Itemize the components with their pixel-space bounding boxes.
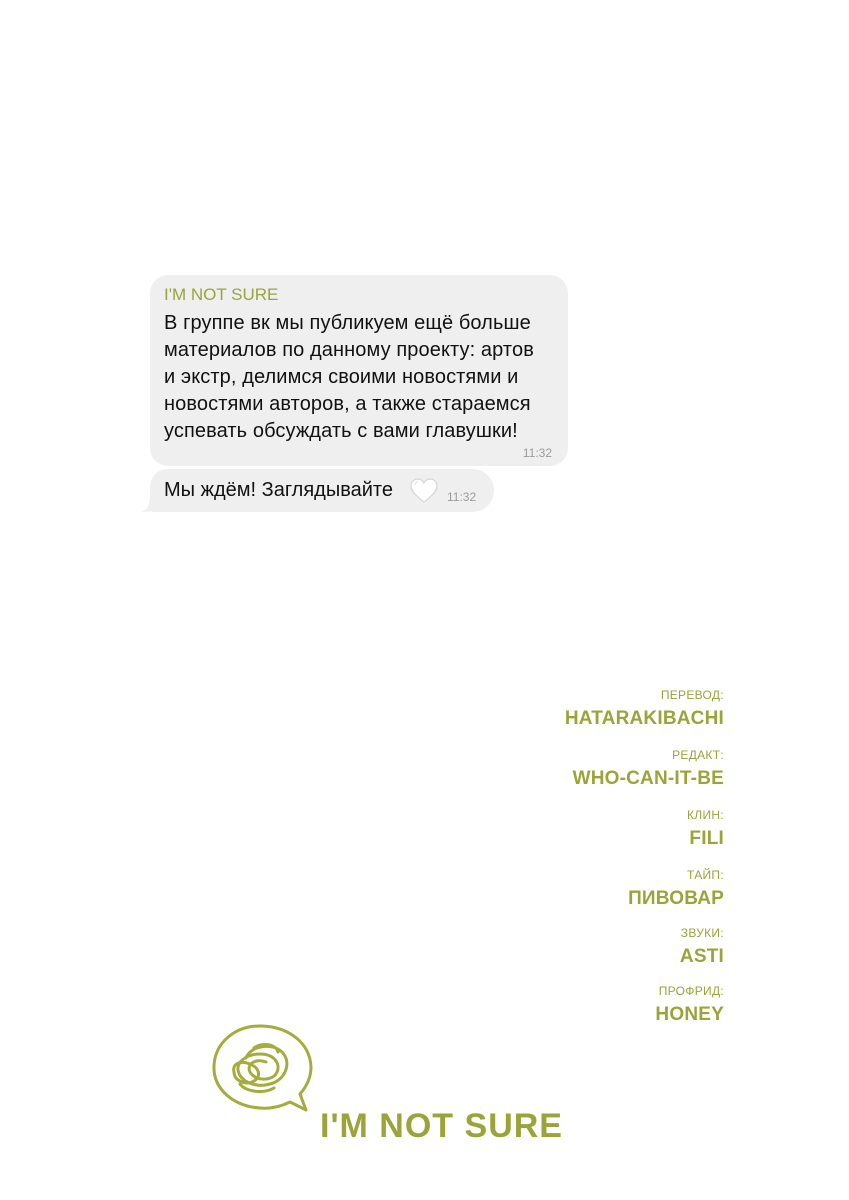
message-text: Мы ждём! Заглядывайте — [164, 479, 393, 501]
credit-name: FILI — [689, 828, 724, 849]
credit-typesetting — [424, 868, 724, 926]
credit-cleaning — [424, 808, 724, 868]
white-heart-icon — [410, 478, 438, 504]
credit-role: ПРОФРИД: — [658, 984, 724, 998]
message-text: В группе вк мы публикуем ещё больше материалов по данному проекту: артов и экстр, делимся своими новостями и новостями авторов, а также стараемся успевать обсуждать с вами главушки! — [164, 312, 534, 442]
message-sender[interactable]: I'M NOT SURE — [164, 285, 279, 304]
message-time: 11:32 — [522, 446, 552, 460]
credit-editing — [424, 748, 724, 808]
credit-translation — [424, 688, 724, 748]
credit-role: ЗВУКИ: — [680, 926, 724, 940]
message-bubble[interactable] — [150, 469, 494, 512]
message-time: 11:32 — [447, 490, 477, 504]
credit-name: WHO-CAN-IT-BE — [572, 768, 724, 789]
credits-list — [424, 688, 724, 1044]
scribble-speech-bubble-icon — [210, 1022, 315, 1117]
credit-name: HATARAKIBACHI — [564, 708, 724, 729]
credit-role: ТАЙП: — [686, 868, 724, 882]
logo-text: I'M NOT SURE — [320, 1107, 563, 1145]
credit-proofreading — [424, 984, 724, 1044]
credit-sounds — [424, 926, 724, 984]
credit-role: ПЕРЕВОД: — [660, 688, 724, 702]
credit-name: ASTI — [679, 946, 724, 967]
credit-name: HONEY — [655, 1004, 724, 1025]
message-bubble[interactable] — [150, 275, 568, 466]
credit-name: ПИВОВАР — [628, 888, 724, 909]
credit-role: КЛИН: — [687, 808, 724, 822]
credit-role: РЕДАКТ: — [672, 748, 724, 762]
